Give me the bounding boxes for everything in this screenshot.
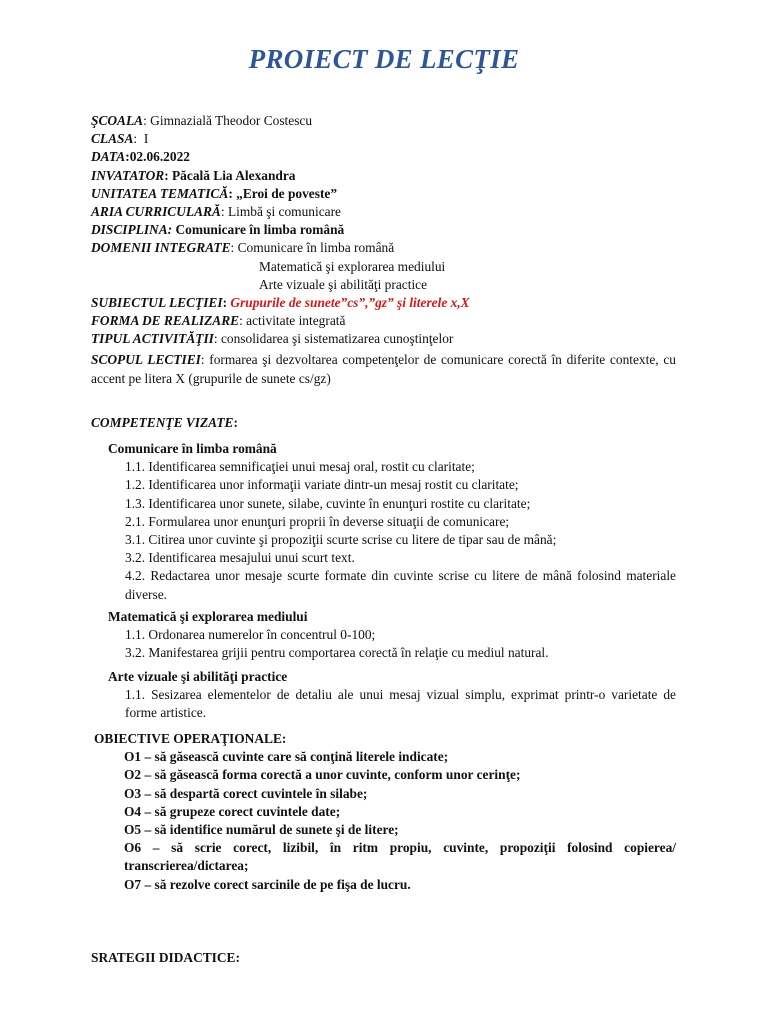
- row-scoala: ŞCOALA: Gimnazială Theodor Costescu: [91, 113, 313, 128]
- strategii-title: SRATEGII DIDACTICE:: [91, 950, 240, 965]
- row-disciplina: DISCIPLINA: Comunicare în limba română: [91, 222, 345, 238]
- row-domenii-2: Matematică şi explorarea mediului: [259, 258, 446, 274]
- row-subiectul: SUBIECTUL LECŢIEI: Grupurile de sunete”cs”,”gz” şi literele x,X: [91, 295, 470, 311]
- row-domenii: DOMENII INTEGRATE: Comunicare în limba română: [91, 240, 395, 256]
- lesson-scope: SCOPUL LECTIEI: formarea şi dezvoltarea competenţelor de comunicare corectă în diferite contexte, cu accent pe litera X (grupurile de sunete cs/gz): [91, 352, 676, 386]
- list-item: 3.2. Identificarea mesajului unui scurt text.: [125, 550, 355, 566]
- competente-group-arte: [108, 668, 676, 723]
- objective-item: O6 – să scrie corect, lizibil, în ritm propiu, cuvinte, propoziţii folosind copierea/ transcrierea/dictarea;: [124, 840, 676, 874]
- list-item: 1.1. Sesizarea elementelor de detaliu ale unui mesaj vizual simplu, exprimat printr-o varietate de forme artistice.: [125, 687, 676, 721]
- row-clasa: CLASA: I: [91, 131, 149, 147]
- lesson-header: [91, 112, 470, 349]
- row-aria: ARIA CURRICULARĂ: Limbă şi comunicare: [91, 204, 341, 220]
- obiective-operationale: [94, 730, 676, 894]
- list-item: 1.1. Ordonarea numerelor în concentrul 0-100;: [125, 627, 376, 643]
- list-item: 1.3. Identificarea unor sunete, silabe, cuvinte în enunţuri rostite cu claritate;: [125, 495, 531, 511]
- group-heading: Comunicare în limba română: [108, 441, 277, 456]
- objective-item: O3 – să despartă corect cuvintele în silabe;: [124, 785, 368, 801]
- page-title: PROIECT DE LECŢIE: [248, 44, 520, 74]
- row-invatator: INVATATOR: Păcală Lia Alexandra: [91, 167, 296, 183]
- objective-item: O4 – să grupeze corect cuvintele date;: [124, 803, 341, 819]
- list-item: 1.2. Identificarea unor informaţii variate dintr-un mesaj rostit cu claritate;: [125, 477, 519, 493]
- row-tipul: TIPUL ACTIVITĂŢII: consolidarea şi sistematizarea cunoştinţelor: [91, 331, 454, 347]
- objective-item: O1 – să găsească cuvinte care să conţină literele indicate;: [124, 749, 449, 765]
- list-item: 1.1. Identificarea semnificaţiei unui mesaj oral, rostit cu claritate;: [125, 459, 475, 475]
- row-forma: FORMA DE REALIZARE: activitate integrată: [91, 313, 346, 329]
- list-item: 3.1. Citirea unor cuvinte şi propoziţii scurte scrise cu litere de tipar sau de mână;: [125, 532, 557, 548]
- row-data: DATA:02.06.2022: [91, 149, 190, 165]
- objective-item: O5 – să identifice numărul de sunete şi de litere;: [124, 822, 399, 838]
- list-item: 3.2. Manifestarea grijii pentru comportarea corectă în relaţie cu mediul natural.: [125, 645, 549, 661]
- obiective-title: OBIECTIVE OPERAŢIONALE:: [94, 731, 287, 746]
- list-item: 2.1. Formularea unor enunţuri proprii în deverse situaţii de comunicare;: [125, 513, 510, 529]
- group-heading: Matematică şi explorarea mediului: [108, 609, 308, 624]
- objective-item: O2 – să găsească forma corectă a unor cuvinte, conform unor cerinţe;: [124, 767, 521, 783]
- competente-group-romana: [108, 440, 676, 604]
- group-heading: Arte vizuale şi abilităţi practice: [108, 669, 288, 684]
- row-unitatea: UNITATEA TEMATICĂ: „Eroi de poveste”: [91, 185, 338, 201]
- list-item: 4.2. Redactarea unor mesaje scurte formate din cuvinte scrise cu litere de mână folosind materiale diverse.: [125, 568, 676, 602]
- row-domenii-3: Arte vizuale şi abilităţi practice: [259, 276, 428, 292]
- objective-item: O7 – să rezolve corect sarcinile de pe fişa de lucru.: [124, 876, 411, 892]
- competente-group-matematica: [108, 608, 676, 663]
- competente-title: COMPETENŢE VIZATE:: [91, 415, 238, 430]
